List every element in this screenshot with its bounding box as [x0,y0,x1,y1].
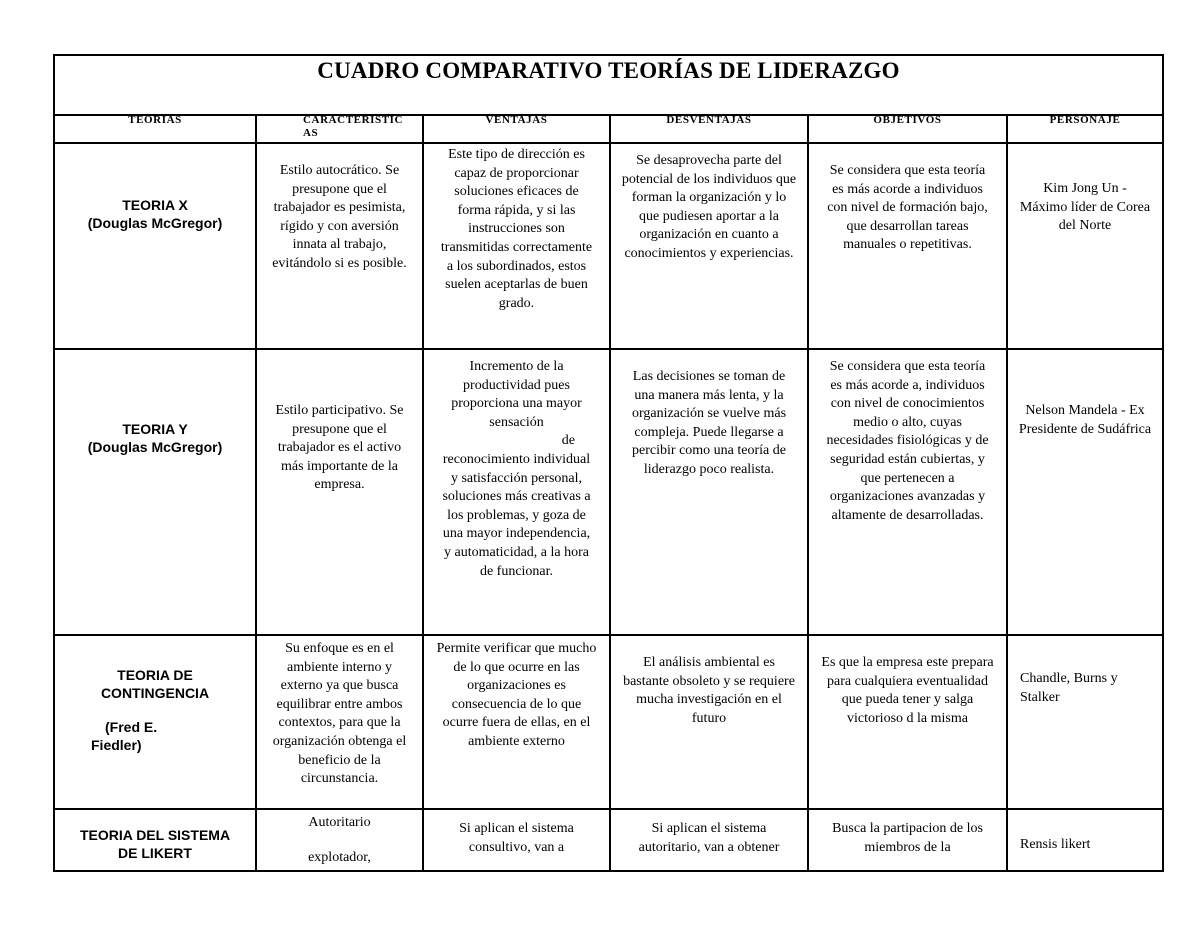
personaje-text: Kim Jong Un - Máximo líder de Corea del Norte [1019,181,1151,234]
ventajas-text-part2: de [561,433,575,449]
desventajas-cell [610,809,808,870]
comparison-table [55,114,1162,870]
theory-cell [55,809,256,870]
header-caracteristicas [256,114,423,143]
ventajas-cell [423,809,610,870]
objetivos-cell [808,635,1007,809]
personaje-text: Rensis likert [1020,837,1091,852]
header-objetivos: OBJETIVOS [808,114,1007,143]
theory-author: (Douglas McGregor) [87,439,223,455]
ventajas-text-part1: Incremento de la productividad pues proporciona una mayor sensación [451,359,582,430]
caracteristicas-text-cont: explotador, [308,849,371,865]
header-personaje: PERSONAJE [1007,114,1162,143]
ventajas-text: Si aplican el sistema consultivo, van a [459,821,574,855]
objetivos-text: Se considera que esta teoría es más acorde a, individuos con nivel de conocimientos medio o alto, cuyas necesidades fisiológicas y de seguridad están cubiertas, y que pertenecen a organizaciones avanzadas y altamente de desarrolladas. [826,359,989,523]
theory-author-cont: Fiedler) [91,737,142,753]
personaje-cell [1007,635,1162,809]
ventajas-cell [423,349,610,635]
theory-cell [55,349,256,635]
objetivos-text: Es que la empresa este prepara para cualquiera eventualidad que pueda tener y salga victorioso d la misma [821,655,994,726]
theory-name: TEORIA DEL SISTEMA [79,827,231,843]
ventajas-cell [423,635,610,809]
caracteristicas-cell [256,635,423,809]
desventajas-cell [610,143,808,349]
personaje-cell [1007,809,1162,870]
desventajas-text: El análisis ambiental es bastante obsoleto y se requiere mucha investigación en el futuro [623,655,795,726]
ventajas-text-part3: reconocimiento individual y satisfacción personal, soluciones más creativas a los problemas, y goza de una mayor independencia, y automaticidad, a la hora de funcionar. [442,451,591,579]
caracteristicas-cell [256,809,423,870]
header-row [55,114,1162,143]
title-row [55,56,1162,116]
ventajas-cell [423,143,610,349]
theory-name-cont: DE LIKERT [118,845,192,861]
theory-name-cont: CONTINGENCIA [100,685,210,701]
caracteristicas-text: Su enfoque es en el ambiente interno y externo ya que busca equilibrar entre ambos contextos, para que la organización obtenga el beneficio de la circunstancia. [272,641,407,787]
header-teorias: TEORIAS [55,114,256,143]
table-row [55,143,1162,349]
theory-author: (Fred E. [105,719,158,735]
header-caracteristicas-line2: AS [303,127,319,139]
theory-cell [55,143,256,349]
page-title: CUADRO COMPARATIVO TEORÍAS DE LIDERAZGO [317,58,900,83]
theory-author: (Douglas McGregor) [87,215,223,231]
desventajas-text: Las decisiones se toman de una manera más lenta, y la organización se vuelve más compleja. Puede llegarse a percibir como una teoría de liderazgo poco realista. [631,369,787,477]
theory-name: TEORIA X [122,197,188,213]
objetivos-text: Se considera que esta teoría es más acorde a individuos con nivel de formación bajo, que desarrollan tareas manuales o repetitivas. [827,163,988,253]
caracteristicas-text: Estilo participativo. Se presupone que el trabajador es el activo más importante de la empresa. [275,403,404,493]
theory-cell [55,635,256,809]
table-row [55,635,1162,809]
caracteristicas-text: Estilo autocrático. Se presupone que el trabajador es pesimista, rígido y con aversión innata al trabajo, evitándolo si es posible. [272,163,407,271]
comparison-sheet [53,54,1164,872]
objetivos-text: Busca la partipacion de los miembros de la [832,821,983,855]
desventajas-cell [610,349,808,635]
desventajas-text: Se desaprovecha parte del potencial de los individuos que forman la organización y lo que pudiesen aportar a la organización en cuanto a conocimientos y experiencias. [621,153,797,261]
table-row [55,349,1162,635]
theory-name: TEORIA DE [117,667,193,683]
caracteristicas-text: Autoritario [308,815,371,830]
personaje-text: Chandle, Burns y Stalker [1020,671,1118,705]
desventajas-cell [610,635,808,809]
objetivos-cell [808,809,1007,870]
personaje-cell [1007,349,1162,635]
desventajas-text: Si aplican el sistema autoritario, van a obtener [638,821,780,855]
personaje-text: Nelson Mandela - Ex Presidente de Sudáfrica [1018,403,1152,437]
ventajas-text: Permite verificar que mucho de lo que ocurre en las organizaciones es consecuencia de lo que ocurre fuera de ellas, en el ambiente externo [436,641,597,749]
objetivos-cell [808,143,1007,349]
caracteristicas-cell [256,143,423,349]
objetivos-cell [808,349,1007,635]
header-caracteristicas-line1: CARACTERISTIC [303,114,404,126]
header-ventajas: VENTAJAS [423,114,610,143]
caracteristicas-cell [256,349,423,635]
theory-name: TEORIA Y [122,421,188,437]
ventajas-text: Este tipo de dirección es capaz de proporcionar soluciones eficaces de forma rápida, y si las instrucciones son transmitidas correctamente a los subordinados, estos suelen aceptarlas de buen grado. [440,147,593,311]
header-desventajas: DESVENTAJAS [610,114,808,143]
personaje-cell [1007,143,1162,349]
table-row [55,809,1162,870]
